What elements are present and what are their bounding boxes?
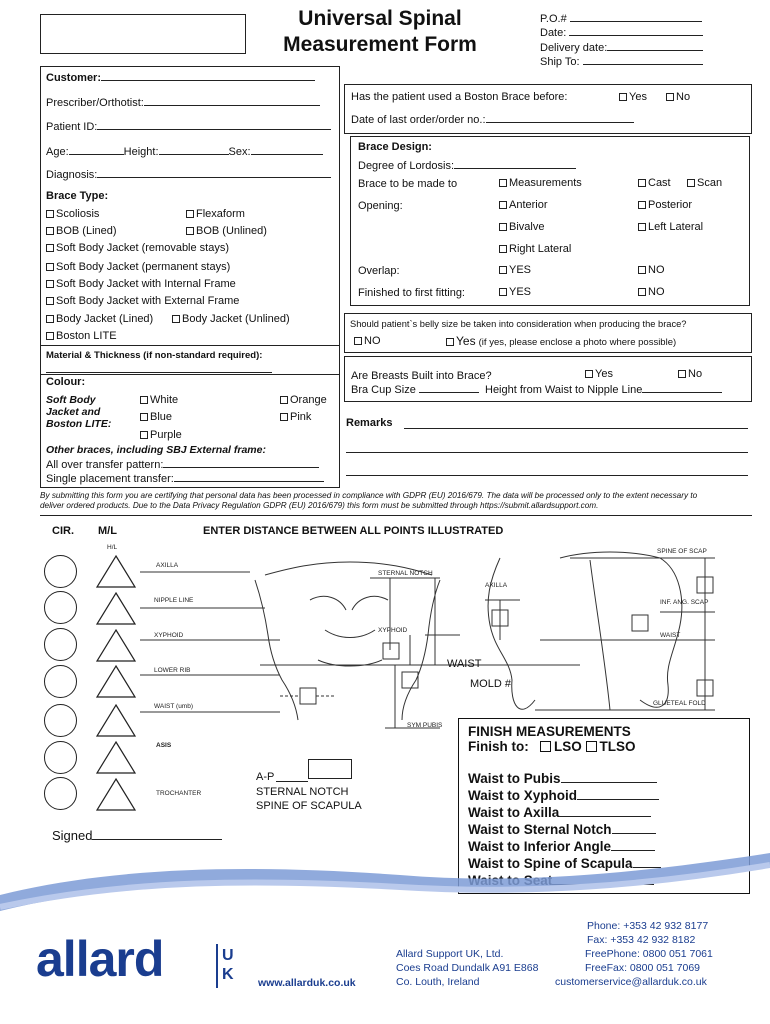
opt-measurements[interactable]: Measurements	[499, 177, 582, 190]
finish-tlso-option[interactable]: TLSO	[586, 739, 636, 754]
label-inf-ang-scap: INF. ANG. SCAP	[660, 599, 709, 606]
checkbox[interactable]	[586, 741, 597, 752]
material-label: Material & Thickness (if non-standard required):	[46, 350, 263, 361]
boston-no[interactable]: No	[666, 91, 690, 104]
finish-lso-option[interactable]: LSO	[540, 739, 582, 754]
finished-label: Finished to first fitting:	[358, 287, 465, 299]
label-mold: MOLD #	[470, 678, 511, 690]
ml-label: M/L	[98, 525, 117, 537]
signed-field[interactable]: Signed	[52, 828, 222, 843]
opt-bivalve[interactable]: Bivalve	[499, 221, 544, 234]
boston-yes[interactable]: Yes	[619, 91, 647, 104]
contact-email[interactable]: customerservice@allarduk.co.uk	[555, 976, 707, 988]
ml-triangle-waist[interactable]	[97, 705, 135, 736]
checkbox[interactable]	[499, 288, 507, 296]
age-height-sex-field[interactable]: Age: Height: Sex:	[46, 145, 323, 159]
footer-wave	[0, 845, 770, 925]
form-title: Universal Spinal Measurement Form	[283, 7, 477, 56]
checkbox[interactable]	[446, 338, 454, 346]
label-lower-rib: LOWER RIB	[154, 667, 191, 674]
overlap-label: Overlap:	[358, 265, 400, 277]
checkbox[interactable]	[186, 210, 194, 218]
brace-type-heading: Brace Type:	[46, 190, 109, 202]
finish-title: FINISH MEASUREMENTS	[468, 724, 631, 739]
contact-phone: Phone: +353 42 932 8177	[587, 920, 709, 932]
label-sym-pubis: SYM PUBIS	[407, 722, 443, 729]
checkbox[interactable]	[638, 288, 646, 296]
label-axilla-back: AXILLA	[485, 582, 508, 589]
option-boston-lite[interactable]: Boston LITE	[46, 330, 117, 343]
checkbox[interactable]	[687, 179, 695, 187]
checkbox[interactable]	[638, 223, 646, 231]
opt-left-lateral[interactable]: Left Lateral	[638, 221, 703, 234]
overlap-no[interactable]: NO	[638, 264, 665, 277]
remarks-line[interactable]	[404, 428, 748, 429]
allard-logo: allard	[36, 931, 164, 987]
bra-cup-field[interactable]: Bra Cup Size Height from Waist to Nipple Line	[351, 383, 722, 397]
contact-fax: Fax: +353 42 932 8182	[587, 934, 696, 946]
ap-input-box[interactable]	[308, 759, 352, 779]
opt-posterior[interactable]: Posterior	[638, 199, 692, 212]
po-field[interactable]: P.O.#	[540, 12, 702, 26]
belly-yes[interactable]: Yes (if yes, please enclose a photo where possible)	[446, 335, 676, 349]
finish-row[interactable]: Waist to Xyphoid	[468, 787, 659, 804]
colour-heading: Colour:	[46, 376, 86, 388]
boston-question: Has the patient used a Boston Brace before:	[351, 91, 568, 103]
belly-question: Should patient`s belly size be taken into consideration when producing the brace?	[350, 319, 687, 329]
ap-spine-of-scapula: SPINE OF SCAPULA	[256, 800, 362, 812]
ap-input-line[interactable]	[276, 781, 308, 782]
logo-separator	[216, 944, 218, 988]
breasts-yes[interactable]: Yes	[585, 368, 613, 381]
remarks-line[interactable]	[346, 475, 748, 476]
cir-circle-waist[interactable]	[44, 704, 77, 737]
colour-purple[interactable]: Purple	[140, 429, 182, 442]
contact-freephone: FreePhone: 0800 051 7061	[585, 948, 713, 960]
divider	[40, 345, 340, 346]
finish-row[interactable]: Waist to Inferior Angle	[468, 838, 655, 855]
website-link[interactable]: www.allarduk.co.uk	[258, 977, 356, 989]
remarks-line[interactable]	[346, 452, 748, 453]
cir-label: CIR.	[52, 525, 74, 537]
ap-label: A-P	[256, 771, 275, 783]
finish-to-row: Finish to: LSO TLSO	[468, 739, 636, 754]
ml-triangle-lower-rib[interactable]	[97, 666, 135, 697]
checkbox[interactable]	[140, 396, 148, 404]
label-xyphoid-right: XYPHOID	[378, 627, 408, 634]
checkbox[interactable]	[499, 223, 507, 231]
cir-circle-trochanter[interactable]	[44, 777, 77, 810]
material-input-line[interactable]	[46, 372, 272, 373]
checkbox[interactable]	[46, 297, 54, 305]
colour-white[interactable]: White	[140, 394, 178, 407]
checkbox[interactable]	[46, 244, 54, 252]
checkbox[interactable]	[280, 413, 288, 421]
prescriber-field[interactable]: Prescriber/Orthotist:	[46, 96, 320, 110]
cir-circle-lower-rib[interactable]	[44, 665, 77, 698]
cir-circle-asis[interactable]	[44, 741, 77, 774]
opt-cast[interactable]: Cast	[638, 177, 671, 190]
delivery-date-field[interactable]: Delivery date:	[540, 41, 703, 55]
finish-row[interactable]: Waist to Spine of Scapula	[468, 855, 661, 872]
checkbox[interactable]	[540, 741, 551, 752]
finished-no[interactable]: NO	[638, 286, 665, 299]
option-bob-lined[interactable]: BOB (Lined)	[46, 225, 117, 238]
made-to-label: Brace to be made to	[358, 178, 458, 190]
single-transfer-field[interactable]: Single placement transfer:	[46, 472, 324, 486]
divider	[40, 374, 340, 375]
label-spine-of-scap: SPINE OF SCAP	[657, 548, 707, 555]
cir-circle-nipple[interactable]	[44, 591, 77, 624]
ml-triangle-axilla[interactable]	[97, 556, 135, 587]
last-order-field[interactable]: Date of last order/order no.:	[351, 113, 634, 127]
remarks-label: Remarks	[346, 417, 393, 429]
checkbox[interactable]	[678, 370, 686, 378]
checkbox[interactable]	[46, 332, 54, 340]
label-gluteal-fold: GLUETEAL FOLD	[653, 700, 706, 707]
diagnosis-field[interactable]: Diagnosis:	[46, 168, 331, 182]
option-bj-lined[interactable]: Body Jacket (Lined)	[46, 313, 153, 326]
label-asis: ASIS	[156, 742, 172, 749]
checkbox[interactable]	[46, 263, 54, 271]
cir-circle-axilla[interactable]	[44, 555, 77, 588]
checkbox[interactable]	[354, 337, 362, 345]
checkbox[interactable]	[499, 266, 507, 274]
company-address1: Coes Road Dundalk A91 E868	[396, 962, 539, 974]
checkbox[interactable]	[638, 201, 646, 209]
checkbox[interactable]	[46, 280, 54, 288]
opt-right-lateral[interactable]: Right Lateral	[499, 243, 571, 256]
logo-placeholder-box	[40, 14, 246, 54]
option-sbj-permanent[interactable]: Soft Body Jacket (permanent stays)	[46, 261, 230, 274]
finished-yes[interactable]: YES	[499, 286, 531, 299]
option-flexaform[interactable]: Flexaform	[186, 208, 245, 221]
date-field[interactable]: Date:	[540, 26, 703, 40]
checkbox[interactable]	[46, 227, 54, 235]
label-sternal-notch: STERNAL NOTCH	[378, 570, 433, 577]
label-axilla: AXILLA	[156, 562, 179, 569]
checkbox[interactable]	[186, 227, 194, 235]
other-braces-label: Other braces, including SBJ External frame:	[46, 444, 266, 456]
lordosis-field[interactable]: Degree of Lordosis:	[358, 159, 576, 173]
instruction-label: ENTER DISTANCE BETWEEN ALL POINTS ILLUSTRATED	[203, 525, 504, 537]
contact-freefax: FreeFax: 0800 051 7069	[585, 962, 700, 974]
ml-triangle-xyphoid[interactable]	[97, 630, 135, 661]
company-name: Allard Support UK, Ltd.	[396, 948, 504, 960]
gdpr-notice: By submitting this form you are certifying that personal data has been processed in compliance with GDPR (EU) 2016/679. The data will be processed only to the extent necessary to deliver ordered products. Due to the Data Privacy Regulation GDPR (EU) 2016/679) this form must be submitted through https://submit.allardsupport.com.	[40, 491, 698, 510]
option-bob-unlined[interactable]: BOB (Unlined)	[186, 225, 267, 238]
brace-design-heading: Brace Design:	[358, 141, 432, 153]
label-xyphoid: XYPHOID	[154, 632, 184, 639]
colour-orange[interactable]: Orange	[280, 394, 327, 407]
colour-for-label: Soft Body Jacket and Boston LITE:	[46, 394, 112, 430]
checkbox[interactable]	[140, 431, 148, 439]
opt-scan[interactable]: Scan	[687, 177, 722, 190]
colour-blue[interactable]: Blue	[140, 411, 172, 424]
label-nipple-line: NIPPLE LINE	[154, 597, 194, 604]
opt-anterior[interactable]: Anterior	[499, 199, 548, 212]
checkbox[interactable]	[666, 93, 674, 101]
option-sbj-external[interactable]: Soft Body Jacket with External Frame	[46, 295, 239, 308]
checkbox[interactable]	[638, 266, 646, 274]
hl-label: H/L	[107, 544, 118, 551]
ml-triangle-nipple[interactable]	[97, 593, 135, 624]
colour-pink[interactable]: Pink	[280, 411, 311, 424]
cir-circle-xyphoid[interactable]	[44, 628, 77, 661]
finish-row[interactable]: Waist to Sternal Notch	[468, 821, 656, 838]
breasts-question: Are Breasts Built into Brace?	[351, 370, 492, 382]
label-waist-umb: WAIST (umb)	[154, 703, 194, 710]
label-waist: WAIST	[447, 658, 482, 670]
divider	[40, 515, 752, 516]
ap-sternal-notch: STERNAL NOTCH	[256, 786, 349, 798]
label-waist-back: WAIST	[660, 632, 681, 639]
checkbox[interactable]	[499, 245, 507, 253]
option-sbj-removable[interactable]: Soft Body Jacket (removable stays)	[46, 242, 229, 255]
patient-id-field[interactable]: Patient ID:	[46, 120, 331, 134]
finish-row[interactable]: Waist to Pubis	[468, 770, 657, 787]
ml-triangle-trochanter[interactable]	[97, 779, 135, 810]
checkbox[interactable]	[140, 413, 148, 421]
checkbox[interactable]	[499, 201, 507, 209]
belly-no[interactable]: NO	[354, 335, 381, 348]
checkbox[interactable]	[619, 93, 627, 101]
overlap-yes[interactable]: YES	[499, 264, 531, 277]
ml-triangles	[94, 553, 138, 815]
checkbox[interactable]	[499, 179, 507, 187]
checkbox[interactable]	[172, 315, 180, 323]
checkbox[interactable]	[585, 370, 593, 378]
opening-label: Opening:	[358, 200, 403, 212]
ml-triangle-asis[interactable]	[97, 742, 135, 773]
checkbox[interactable]	[46, 315, 54, 323]
label-trochanter: TROCHANTER	[156, 790, 202, 797]
finish-row[interactable]: Waist to Axilla	[468, 804, 651, 821]
ship-to-field[interactable]: Ship To:	[540, 55, 703, 69]
customer-field[interactable]: Customer:	[46, 71, 315, 85]
breasts-no[interactable]: No	[678, 368, 702, 381]
checkbox[interactable]	[46, 210, 54, 218]
allover-transfer-field[interactable]: All over transfer pattern:	[46, 458, 319, 472]
option-scoliosis[interactable]: Scoliosis	[46, 208, 99, 221]
option-sbj-internal[interactable]: Soft Body Jacket with Internal Frame	[46, 278, 236, 291]
logo-uk: UK	[222, 947, 234, 983]
company-address2: Co. Louth, Ireland	[396, 976, 480, 988]
checkbox[interactable]	[638, 179, 646, 187]
checkbox[interactable]	[280, 396, 288, 404]
option-bj-unlined[interactable]: Body Jacket (Unlined)	[172, 313, 290, 326]
